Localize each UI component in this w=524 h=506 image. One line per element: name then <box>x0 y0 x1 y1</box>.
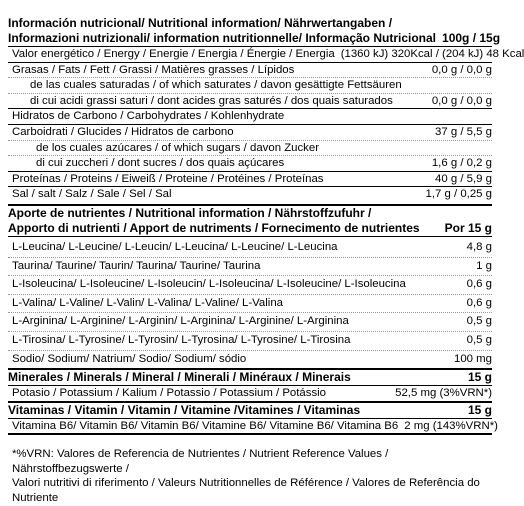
amino-row <box>8 294 492 313</box>
minerals-header-value: 15 g <box>467 370 492 385</box>
amino-value: 0,5 g <box>466 315 492 328</box>
amino-value: 4,8 g <box>466 240 492 253</box>
potassium-value: 52,5 mg (3%VRN*) <box>395 387 492 400</box>
nutrition-label: Sal / salt / Salz / Sale / Sel / Sal <box>12 188 172 201</box>
amino-label: Taurina/ Taurine/ Taurin/ Taurina/ Taurine/ Taurina <box>12 259 261 272</box>
nutrition-label: Grasas / Fats / Fett / Grassi / Matières grasses / Lípidos <box>12 63 295 76</box>
nutrition-row <box>8 77 492 93</box>
amino-row <box>8 331 492 350</box>
nutrition-row <box>8 155 492 171</box>
vitamins-header <box>8 401 492 418</box>
nutrition-rows <box>8 47 524 202</box>
amino-row <box>8 312 492 331</box>
nutrients-header-col: Por 15 g <box>444 220 492 235</box>
nutrition-label: de los cuales azúcares / of which sugars / davon Zucker <box>36 141 320 154</box>
amino-row <box>8 239 492 257</box>
amino-label: Sodio/ Sodium/ Natrium/ Sodio/ Sodium/ sódio <box>12 352 247 365</box>
vitamins-header-label: Vitaminas / Vitamin / Vitamin / Vitamine /Vitamines / Vitaminas <box>8 402 361 417</box>
nutrition-row <box>8 62 492 78</box>
nutrition-value: 1,6 g / 0,2 g <box>431 157 492 170</box>
amino-label: L-Isoleucina/ L-Isoleucine/ L-Isoleucin/ L-Isoleucina/ L-Isoleucine/ L-Isoleucina <box>12 278 406 291</box>
nutrition-value: 1,7 g / 0,25 g <box>425 188 492 201</box>
amino-row <box>8 275 492 294</box>
nutrition-value: (1360 kJ) 320Kcal / (204 kJ) 48 Kcal <box>340 48 524 60</box>
footnote <box>8 447 492 505</box>
vitamin-b6-value: 2 mg (143%VRN*) <box>404 419 498 432</box>
nutrition-value: 0,0 g / 0,0 g <box>431 63 492 76</box>
amino-label: L-Tirosina/ L-Tyrosine/ L-Tyrosin/ L-Tyrosina/ L-Tyrosine/ L-Tirosina <box>12 333 351 346</box>
amino-value: 0,5 g <box>466 333 492 346</box>
amino-label: L-Valina/ L-Valine/ L-Valin/ L-Valina/ L-Valine/ L-Valina <box>12 296 283 309</box>
potassium-label: Potasio / Potassium / Kalium / Potassio / Potassium / Potássio <box>12 387 327 400</box>
nutrition-label: di cui acidi grassi saturi / dont acides gras saturés / dos quais saturados <box>30 94 393 107</box>
minerals-header <box>8 368 492 385</box>
nutrition-label: Hidratos de Carbono / Carbohydrates / Kohlenhydrate <box>12 110 285 123</box>
nutrients-header-line2 <box>8 221 492 237</box>
amino-rows <box>8 237 492 368</box>
nutrition-label: Proteínas / Proteins / Eiweiß / Proteine / Protéines / Proteínas <box>12 172 324 185</box>
vitamin-b6-row <box>8 418 498 436</box>
amino-row <box>8 350 492 369</box>
nutrition-value: 40 g / 5,9 g <box>435 172 492 185</box>
amino-value: 0,6 g <box>466 296 492 309</box>
nutrition-row <box>8 140 492 156</box>
nutrition-row <box>8 171 492 187</box>
nutrition-value: 37 g / 5,5 g <box>435 125 492 138</box>
nutrition-row <box>8 47 524 62</box>
amino-label: L-Arginina/ L-Arginine/ L-Arginin/ L-Arginina/ L-Arginine/ L-Arginina <box>12 315 349 328</box>
footnote-line2: Valori nutritivi di riferimento / Valeurs Nutritionnelles de Référence / Valores de Referência do Nutriente <box>12 477 480 505</box>
amino-value: 1 g <box>476 259 492 272</box>
nutrition-label: Valor energético / Energy / Energie / Energia / Énergie / Energia <box>12 48 335 60</box>
nutrients-header-2: Apporto di nutrienti / Apport de nutriments / Fornecimento de nutrientes <box>8 220 420 235</box>
amino-value: 0,6 g <box>466 278 492 291</box>
header-title-line2 <box>8 31 501 47</box>
nutrition-row <box>8 124 492 140</box>
vitamins-header-value: 15 g <box>467 402 492 417</box>
header-title-1: Información nutricional/ Nutritional information/ Nährwertangaben / <box>8 16 393 30</box>
header-col-values: 100g / 15g <box>442 31 501 45</box>
nutrition-row <box>8 186 492 202</box>
minerals-header-label: Minerales / Minerals / Mineral / Minerali / Minéraux / Minerais <box>8 370 351 385</box>
amino-value: 100 mg <box>454 352 492 365</box>
amino-label: L-Leucina/ L-Leucine/ L-Leucin/ L-Leucina/ L-Leucine/ L-Leucina <box>12 240 338 253</box>
potassium-row <box>8 385 492 401</box>
nutrition-row <box>8 108 492 124</box>
header-title-line1 <box>8 16 492 31</box>
vitamin-b6-label: Vitamina B6/ Vitamin B6/ Vitamin B6/ Vitamine B6/ Vitamine B6/ Vitamina B6 <box>12 419 399 432</box>
header-title-2: Informazioni nutrizionali/ information nutritionnelle/ Informação Nutricional <box>8 31 437 45</box>
nutrition-row <box>8 93 492 109</box>
nutrients-header-line1 <box>8 206 492 221</box>
nutrition-label: di cui zuccheri / dont sucres / dos quais açúcares <box>36 157 285 170</box>
nutrients-header-1: Aporte de nutrientes / Nutritional information / Nährstoffzufuhr / <box>8 205 372 220</box>
nutrition-label: Carboidrati / Glucides / Hidratos de carbono <box>12 125 234 138</box>
footnote-line1: *%VRN: Valores de Referencia de Nutrientes / Nutrient Reference Values / Nährstoffbezugswerte / <box>12 448 389 475</box>
nutrition-value: 0,0 g / 0,0 g <box>431 94 492 107</box>
nutrition-label: de las cuales saturadas / of which saturates / davon gesättigte Fettsäuren <box>30 79 402 92</box>
amino-row <box>8 257 492 276</box>
